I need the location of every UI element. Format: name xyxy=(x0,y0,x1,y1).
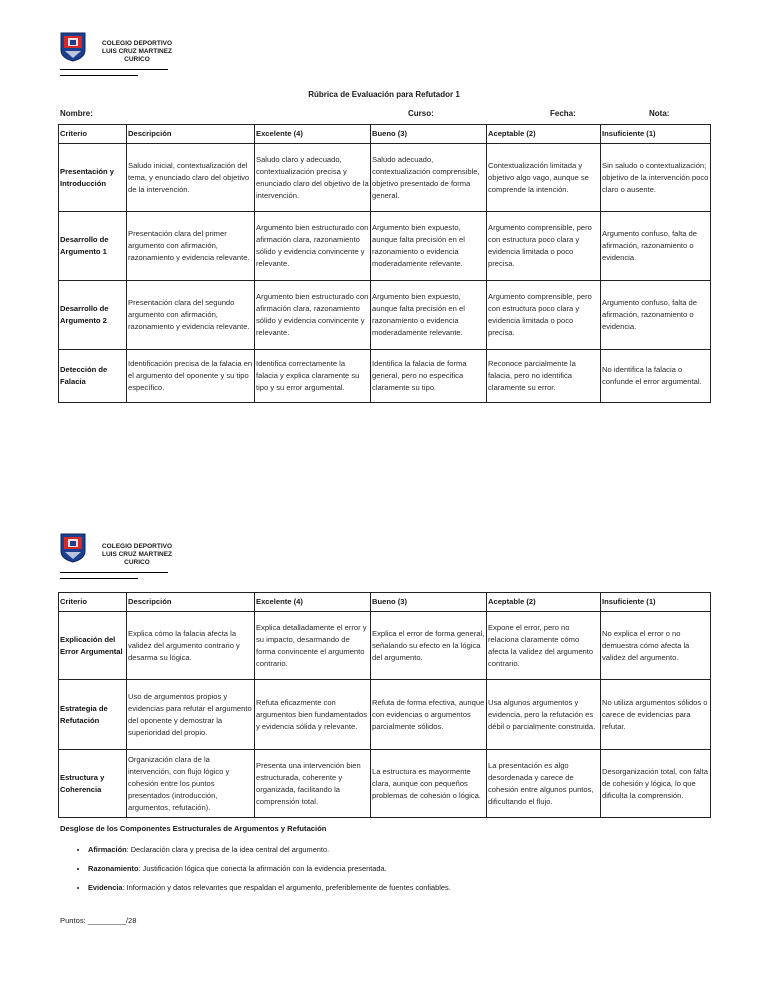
school-name xyxy=(92,40,182,64)
column-header: Excelente (4) xyxy=(255,593,371,612)
table-cell: Usa algunos argumentos y evidencia, pero la refutación es débil o parcialmente construida. xyxy=(487,680,601,750)
school-name xyxy=(92,543,182,567)
table-cell: Sin saludo o contextualización; objetivo de la intervención poco claro o ausente. xyxy=(601,144,711,212)
table-header-row xyxy=(59,125,711,144)
table-cell: Argumento bien estructurado con afirmación clara, razonamiento sólido y evidencia convincente y relevante. xyxy=(255,212,371,281)
table-cell: Reconoce parcialmente la falacia, pero no identifica claramente su error. xyxy=(487,350,601,403)
criterion-cell: Estructura y Coherencia xyxy=(59,750,127,818)
term-definition: : Justificación lógica que conecta la afirmación con la evidencia presentada. xyxy=(138,864,387,873)
header-rule-3 xyxy=(60,572,168,573)
criterion-cell: Desarrollo de Argumento 1 xyxy=(59,212,127,281)
table-header-row xyxy=(59,593,711,612)
column-header: Aceptable (2) xyxy=(487,593,601,612)
table-cell: Explica cómo la falacia afecta la validez del argumento contrario y desarma su lógica. xyxy=(127,612,255,680)
table-row xyxy=(59,144,711,212)
table-cell: Saludo claro y adecuado, contextualización precisa y enunciado claro del objetivo de la intervención. xyxy=(255,144,371,212)
nombre-field-label: Nombre: xyxy=(60,109,93,118)
document-title: Rúbrica de Evaluación para Refutador 1 xyxy=(308,90,460,99)
school-crest-logo xyxy=(60,32,86,62)
fecha-field-label: Fecha: xyxy=(550,109,576,118)
column-header: Excelente (4) xyxy=(255,125,371,144)
puntos-field: Puntos: _________/28 xyxy=(60,916,137,925)
table-cell: Argumento bien estructurado con afirmación clara, razonamiento sólido y evidencia convincente y relevante. xyxy=(255,281,371,350)
table-cell: No utiliza argumentos sólidos o carece de evidencias para refutar. xyxy=(601,680,711,750)
criterion-cell: Detección de Falacia xyxy=(59,350,127,403)
table-cell: Identificación precisa de la falacia en el argumento del oponente y su tipo específico. xyxy=(127,350,255,403)
rubric-table-1 xyxy=(58,124,711,403)
term-definition: : Información y datos relevantes que respaldan el argumento, preferiblemente de fuentes confiables. xyxy=(122,883,451,892)
term-evidencia: Evidencia xyxy=(88,883,123,892)
criterion-cell: Explicación del Error Argumental xyxy=(59,612,127,680)
table-cell: Argumento bien expuesto, aunque falta precisión en el razonamiento o evidencia moderadamente relevante. xyxy=(371,281,487,350)
table-cell: Explica detalladamente el error y su impacto, desarmando de forma convincente el argumento contrario. xyxy=(255,612,371,680)
table-cell: Saludo adecuado, contextualización comprensible, objetivo presentado de forma general. xyxy=(371,144,487,212)
table-row xyxy=(59,680,711,750)
column-header: Criterio xyxy=(59,593,127,612)
table-cell: No explica el error o no demuestra cómo afecta la validez del argumento. xyxy=(601,612,711,680)
criterion-cell: Desarrollo de Argumento 2 xyxy=(59,281,127,350)
table-cell: La presentación es algo desordenada y carece de cohesión entre algunos puntos, dificultando el flujo. xyxy=(487,750,601,818)
term-definition: : Declaración clara y precisa de la idea central del argumento. xyxy=(126,845,330,854)
school-header-1 xyxy=(60,32,180,72)
column-header: Criterio xyxy=(59,125,127,144)
breakdown-list xyxy=(60,840,728,897)
table-cell: Expone el error, pero no relaciona claramente cómo afecta la validez del argumento contrario. xyxy=(487,612,601,680)
table-cell: Explica el error de forma general, señalando su efecto en la lógica del argumento. xyxy=(371,612,487,680)
table-cell: Saludo inicial, contextualización del tema, y enunciado claro del objetivo de la intervención. xyxy=(127,144,255,212)
column-header: Bueno (3) xyxy=(371,125,487,144)
column-header: Insuficiente (1) xyxy=(601,593,711,612)
column-header: Bueno (3) xyxy=(371,593,487,612)
table-row xyxy=(59,350,711,403)
breakdown-title: Desglose de los Componentes Estructurales de Argumentos y Refutación xyxy=(60,824,327,833)
list-item xyxy=(88,878,728,897)
table-cell: Argumento comprensible, pero con estructura poco clara y evidencia limitada o poco precisa. xyxy=(487,212,601,281)
table-cell: Argumento confuso, falta de afirmación, razonamiento o evidencia. xyxy=(601,212,711,281)
header-rule-1 xyxy=(60,69,168,70)
table-cell: Presentación clara del primer argumento con afirmación, razonamiento y evidencia relevante. xyxy=(127,212,255,281)
school-name-line2: LUIS CRUZ MARTINEZ xyxy=(101,48,173,55)
table-cell: Uso de argumentos propios y evidencias para refutar el argumento del oponente y demostrar la superioridad del propio. xyxy=(127,680,255,750)
school-name-line1: COLEGIO DEPORTIVO xyxy=(101,40,173,47)
nota-field-label: Nota: xyxy=(649,109,670,118)
table-cell: Refuta de forma efectiva, aunque con evidencias o argumentos parcialmente sólidos. xyxy=(371,680,487,750)
table-cell: Presenta una intervención bien estructurada, coherente y organizada, facilitando la comprensión total. xyxy=(255,750,371,818)
rubric-table-2 xyxy=(58,592,711,818)
term-razonamiento: Razonamiento xyxy=(88,864,139,873)
table-cell: Identifica correctamente la falacia y explica claramente su tipo y su error argumental. xyxy=(255,350,371,403)
table-row xyxy=(59,750,711,818)
list-item xyxy=(88,859,728,878)
table-row xyxy=(59,281,711,350)
table-cell: La estructura es mayormente clara, aunque con pequeños problemas de cohesión o lógica. xyxy=(371,750,487,818)
table-cell: Argumento comprensible, pero con estructura poco clara y evidencia limitada o poco precisa. xyxy=(487,281,601,350)
school-name-line3: CURICO xyxy=(124,559,150,566)
school-name-line1: COLEGIO DEPORTIVO xyxy=(101,543,173,550)
table-cell: Desorganización total, con falta de cohesión y lógica, lo que dificulta la comprensión. xyxy=(601,750,711,818)
table-cell: No identifica la falacia o confunde el error argumental. xyxy=(601,350,711,403)
table-cell: Presentación clara del segundo argumento con afirmación, razonamiento y evidencia relevante. xyxy=(127,281,255,350)
table-row xyxy=(59,212,711,281)
curso-field-label: Curso: xyxy=(408,109,434,118)
table-cell: Identifica la falacia de forma general, pero no especifica claramente su tipo. xyxy=(371,350,487,403)
school-name-line3: CURICO xyxy=(124,56,150,63)
table-cell: Argumento bien expuesto, aunque falta precisión en el razonamiento o evidencia moderadamente relevante. xyxy=(371,212,487,281)
list-item xyxy=(88,840,728,859)
table-cell: Contextualización limitada y objetivo algo vago, aunque se comprende la intención. xyxy=(487,144,601,212)
school-header-2 xyxy=(60,533,180,573)
school-name-line2: LUIS CRUZ MARTINEZ xyxy=(101,551,173,558)
criterion-cell: Presentación y Introducción xyxy=(59,144,127,212)
header-rule-2 xyxy=(60,75,138,76)
header-rule-4 xyxy=(60,578,138,579)
column-header: Descripción xyxy=(127,125,255,144)
school-crest-logo xyxy=(60,533,86,563)
table-cell: Refuta eficazmente con argumentos bien fundamentados y evidencia sólida y relevante. xyxy=(255,680,371,750)
table-cell: Organización clara de la intervención, con flujo lógico y cohesión entre los puntos presentados (introducción, argumentos, refutación). xyxy=(127,750,255,818)
table-row xyxy=(59,612,711,680)
column-header: Descripción xyxy=(127,593,255,612)
criterion-cell: Estrategia de Refutación xyxy=(59,680,127,750)
column-header: Aceptable (2) xyxy=(487,125,601,144)
term-afirmacion: Afirmación xyxy=(88,845,127,854)
column-header: Insuficiente (1) xyxy=(601,125,711,144)
table-cell: Argumento confuso, falta de afirmación, razonamiento o evidencia. xyxy=(601,281,711,350)
